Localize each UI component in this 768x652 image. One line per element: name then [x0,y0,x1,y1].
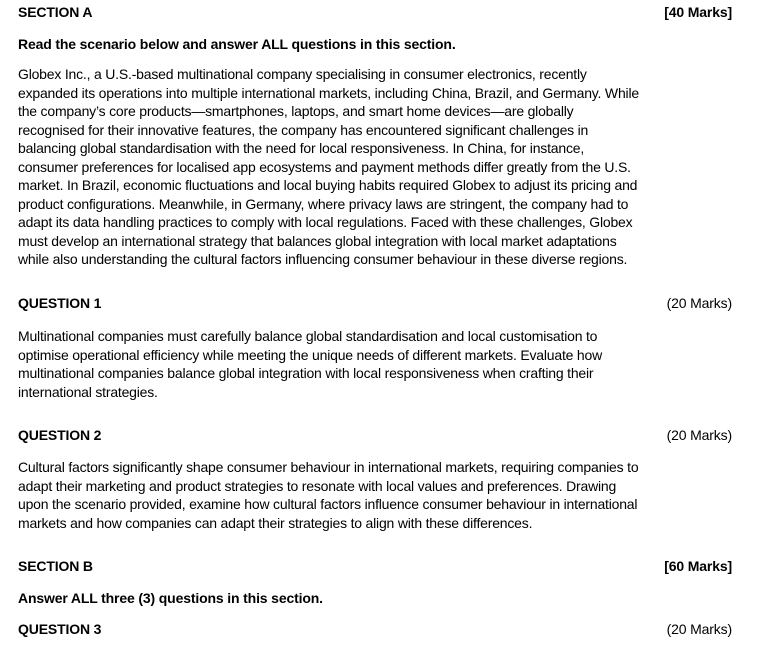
question-2-marks: (20 Marks) [666,427,732,443]
question-2-text: Cultural factors significantly shape consumer behaviour in international markets, requiring companies to adapt their marketing and product strategies to resonate with local values and preferences. Drawing upon the scenario provided, examine how cultural factors influence consumer behaviour in international markets and how companies can adapt their strategies to align with these differences. [18,459,639,531]
section-a-marks: [40 Marks] [664,4,732,20]
question-1-title: QUESTION 1 [18,295,102,311]
section-a-title: SECTION A [18,4,93,20]
section-b-marks: [60 Marks] [664,558,732,574]
question-1-text: Multinational companies must carefully balance global standardisation and local customisation to optimise operational efficiency while meeting the unique needs of different markets. Evaluate how multinational companies balance global integration with local responsiveness when crafting their international strategies. [18,328,602,400]
section-a-instruction: Read the scenario below and answer ALL questions in this section. [18,36,456,52]
section-b-instruction: Answer ALL three (3) questions in this section. [18,590,323,606]
question-2-title: QUESTION 2 [18,427,102,443]
section-b-title: SECTION B [18,558,93,574]
question-3-title: QUESTION 3 [18,621,102,637]
question-3-marks: (20 Marks) [666,621,732,637]
question-1-marks: (20 Marks) [666,295,732,311]
scenario-paragraph: Globex Inc., a U.S.-based multinational company specialising in consumer electronics, recently expanded its operations into multiple international markets, including China, Brazil, and Germany. While the company’s core products—smartphones, laptops, and smart home devices—are globally recognised for their innovative features, the company has encountered significant challenges in balancing global standardisation with the need for local responsiveness. In China, for instance, consumer preferences for localised app ecosystems and payment methods differ greatly from the U.S. market. In Brazil, economic fluctuations and local buying habits required Globex to adjust its pricing and product configurations. Meanwhile, in Germany, where privacy laws are stringent, the company had to adapt its data handling practices to comply with local regulations. Faced with these challenges, Globex must develop an international strategy that balances global integration with local market adaptations while also understanding the cultural factors influencing consumer behaviour in these diverse regions. [18,66,639,267]
